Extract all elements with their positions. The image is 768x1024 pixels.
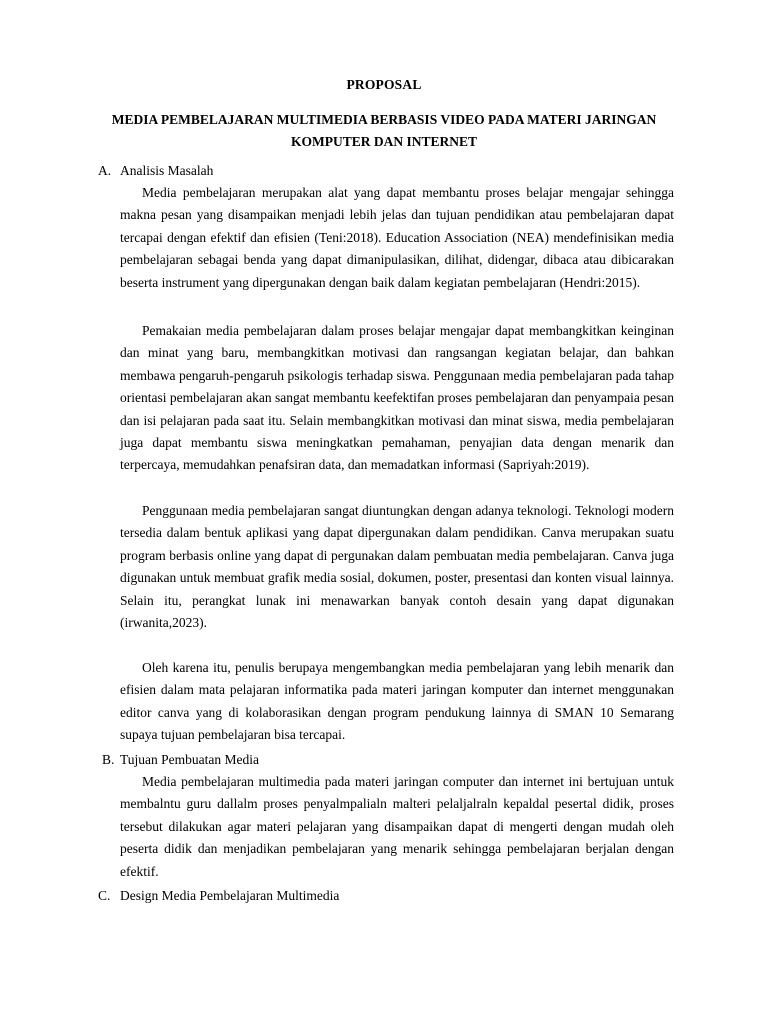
section-letter: C. (98, 888, 111, 903)
paragraph: Penggunaan media pembelajaran sangat diuntungkan dengan adanya teknologi. Teknologi modern tersedia dalam bentuk aplikasi yang dapat dipergunakan dalam pendidikan. Canva merupakan suatu program berbasis online yang dapat di pergunakan dalam pembuatan media pembelajaran. Canva juga digunakan untuk membuat grafik media sosial, dokumen, poster, presentasi dan konten visual lainnya. Selain itu, perangkat lunak ini menawarkan banyak contoh desain yang dapat digunakan (irwanita,2023). (120, 503, 674, 631)
section-title: Tujuan Pembuatan Media (120, 752, 259, 767)
document-subtitle: MEDIA PEMBELAJARAN MULTIMEDIA BERBASIS VIDEO PADA MATERI JARINGAN KOMPUTER DAN INTERNET (111, 112, 657, 149)
section-title: Design Media Pembelajaran Multimedia (120, 888, 340, 903)
section-heading-c (98, 885, 658, 907)
paragraph: Media pembelajaran multimedia pada materi jaringan computer dan internet ini bertujuan untuk membalntu guru dallalm proses penyalmpalialn malteri pelaljalraln kepaldal pesertal didik, proses tersebut dilakukan agar materi pelajaran yang disampaikan dapat di mengerti dengan mudah oleh peserta didik dan menjadikan pembelajaran yang menarik sehingga pembelajaran berjalan dengan efektif. (120, 774, 674, 879)
section-title: Analisis Masalah (120, 163, 214, 178)
section-letter: A. (98, 163, 112, 178)
section-heading-a (98, 160, 658, 182)
paragraph: Media pembelajaran merupakan alat yang dapat membantu proses belajar mengajar sehingga makna pesan yang disampaikan menjadi lebih jelas dan tujuan pendidikan atau pembelajaran dapat tercapai dengan efektif dan efisien (Teni:2018). Education Association (NEA) mendefinisikan media pembelajaran sebagai benda yang dapat dimanipulasikan, dilihat, didengar, dibaca atau dibicarakan beserta instrument yang dipergunakan dengan baik dalam kegiatan pembelajaran (Hendri:2015). (120, 185, 674, 290)
section-letter: B. (102, 752, 115, 767)
paragraph: Oleh karena itu, penulis berupaya mengembangkan media pembelajaran yang lebih menarik dan efisien dalam mata pelajaran informatika pada materi jaringan komputer dan internet menggunakan editor canva yang di kolaborasikan dengan program pendukung lainnya di SMAN 10 Semarang supaya tujuan pembelajaran bisa tercapai. (120, 660, 674, 743)
document-title: PROPOSAL (346, 77, 422, 92)
paragraph: Pemakaian media pembelajaran dalam proses belajar mengajar dapat membangkitkan keinginan dan minat yang baru, membangkitkan motivasi dan rangsangan kegiatan belajar, dan bahkan membawa pengaruh-pengaruh psikologis terhadap siswa. Penggunaan media pembelajaran pada tahap orientasi pembelajaran akan sangat membantu keefektifan proses pembelajaran dan penyampaia pesan dan isi pelajaran pada saat itu. Selain membangkitkan motivasi dan minat siswa, media pembelajaran juga dapat membantu siswa meningkatkan pemahaman, penyajian data dengan menarik dan terpercaya, memudahkan penafsiran data, dan memadatkan informasi (Sapriyah:2019). (120, 323, 674, 473)
section-heading-b (102, 749, 662, 771)
